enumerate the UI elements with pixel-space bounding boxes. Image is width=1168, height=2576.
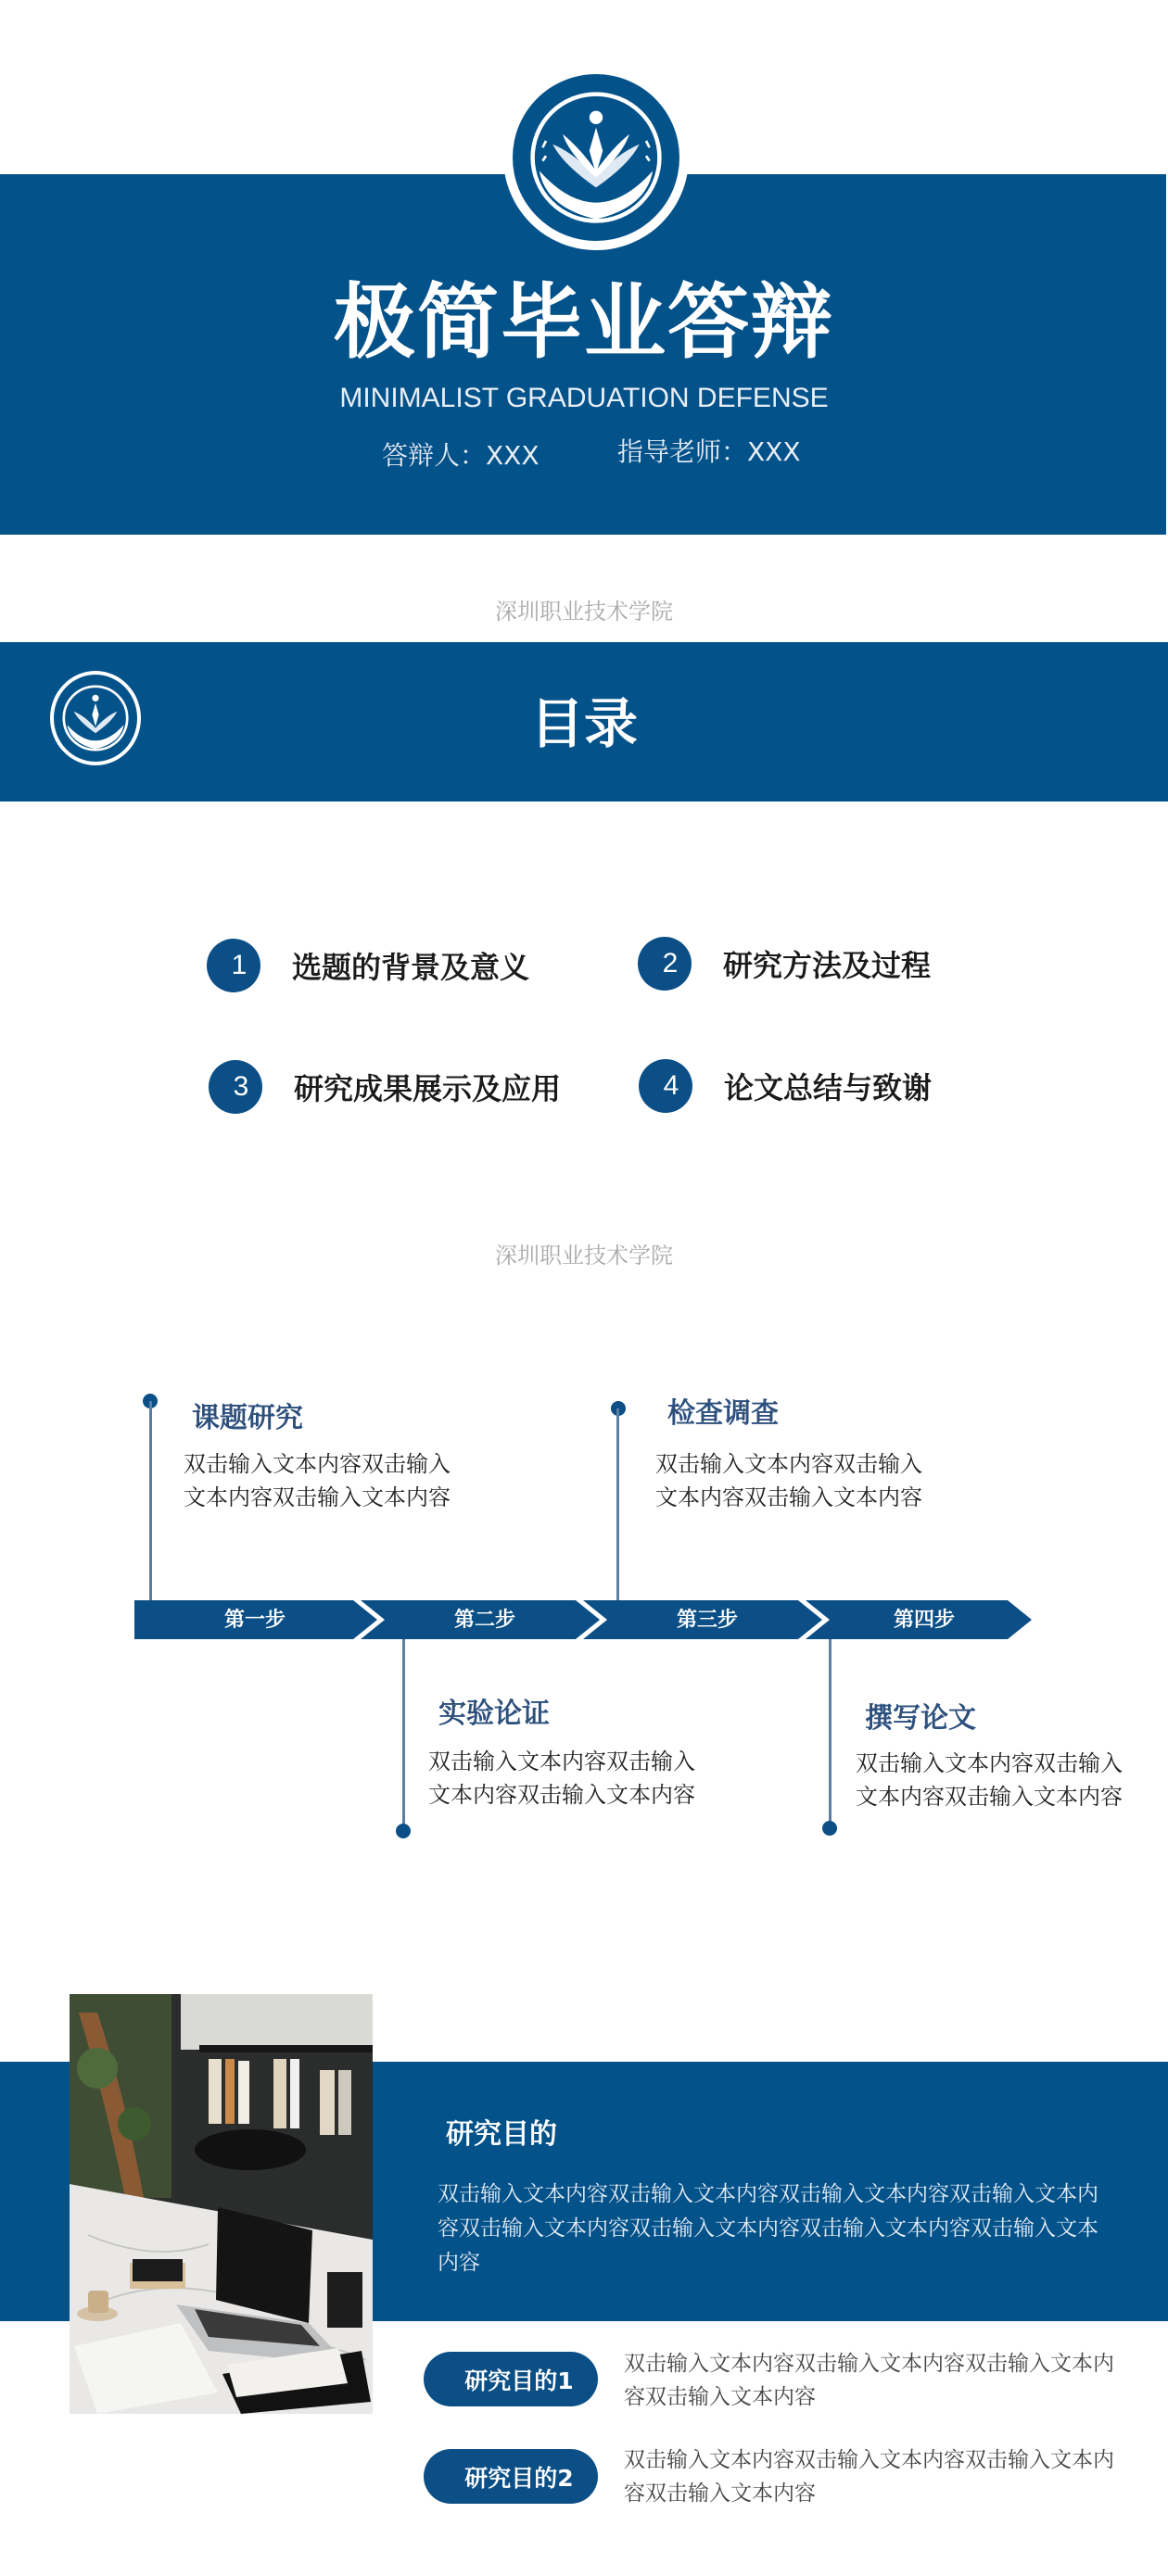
timeline-connector xyxy=(149,1401,152,1601)
timeline-step-3-title: 检查调查 xyxy=(667,1397,779,1430)
toc-item-label: 论文总结与致谢 xyxy=(724,1070,933,1105)
purpose-1-text: 双击输入文本内容双击输入文本内容双击输入文本内容双击输入文本内容 xyxy=(624,2352,1114,2409)
timeline-step-3-label: 第三步 xyxy=(676,1609,738,1632)
timeline-step-2-body: 双击输入文本内容双击输入文本内容双击输入文本内容 xyxy=(428,1749,695,1808)
timeline-connector xyxy=(829,1639,832,1826)
college-name: 深圳职业技术学院 xyxy=(495,1243,673,1269)
toc-item-label: 研究方法及过程 xyxy=(723,948,932,983)
school-emblem-icon xyxy=(513,74,679,241)
toc-number-badge: 3 xyxy=(209,1060,262,1114)
purpose-2-pill: 研究目的2 xyxy=(424,2449,598,2504)
purpose-body: 双击输入文本内容双击输入文本内容双击输入文本内容双击输入文本内容双击输入文本内容双击输入文本内容双击输入文本内容双击输入文本内容 xyxy=(438,2182,1098,2275)
timeline-arrows xyxy=(134,1600,1043,1639)
toc-title: 目录 xyxy=(529,692,638,755)
cover-title: 极简毕业答辩 xyxy=(333,274,834,370)
timeline-step-1-title: 课题研究 xyxy=(192,1402,303,1434)
timeline-connector xyxy=(616,1408,619,1601)
timeline-dot xyxy=(822,1821,837,1836)
toc-item-2[interactable] xyxy=(638,936,931,991)
toc-item-label: 选题的背景及意义 xyxy=(292,950,530,985)
purpose-title: 研究目的 xyxy=(446,2118,557,2151)
toc-item-1[interactable] xyxy=(207,938,529,993)
toc-number-badge: 2 xyxy=(638,937,692,991)
college-name: 深圳职业技术学院 xyxy=(495,599,673,625)
toc-number-badge: 1 xyxy=(207,939,260,992)
timeline-dot xyxy=(396,1824,411,1838)
cover-subtitle: MINIMALIST GRADUATION DEFENSE xyxy=(339,383,829,413)
toc-item-label: 研究成果展示及应用 xyxy=(294,1071,562,1106)
purpose-2-text: 双击输入文本内容双击输入文本内容双击输入文本内容双击输入文本内容 xyxy=(624,2448,1114,2506)
timeline-step-2-title: 实验论证 xyxy=(438,1698,550,1730)
timeline-step-1-body: 双击输入文本内容双击输入文本内容双击输入文本内容 xyxy=(184,1451,451,1510)
timeline-step-1-label: 第一步 xyxy=(223,1609,286,1632)
timeline-step-4-body: 双击输入文本内容双击输入文本内容双击输入文本内容 xyxy=(856,1750,1123,1810)
timeline-step-4-title: 撰写论文 xyxy=(865,1702,976,1735)
timeline-step-2-label: 第二步 xyxy=(453,1609,515,1632)
timeline-connector xyxy=(402,1639,405,1829)
toc-item-4[interactable] xyxy=(639,1058,932,1114)
purpose-1-pill: 研究目的1 xyxy=(424,2352,598,2406)
advisor-label: 指导老师：XXX xyxy=(617,436,801,467)
toc-number-badge: 4 xyxy=(639,1059,692,1113)
toc-item-3[interactable] xyxy=(209,1059,561,1115)
timeline-step-3-body: 双击输入文本内容双击输入文本内容双击输入文本内容 xyxy=(655,1451,922,1510)
desk-photo xyxy=(70,1994,373,2414)
timeline-step-4-label: 第四步 xyxy=(893,1609,955,1632)
presenter-label: 答辩人：XXX xyxy=(382,440,540,471)
